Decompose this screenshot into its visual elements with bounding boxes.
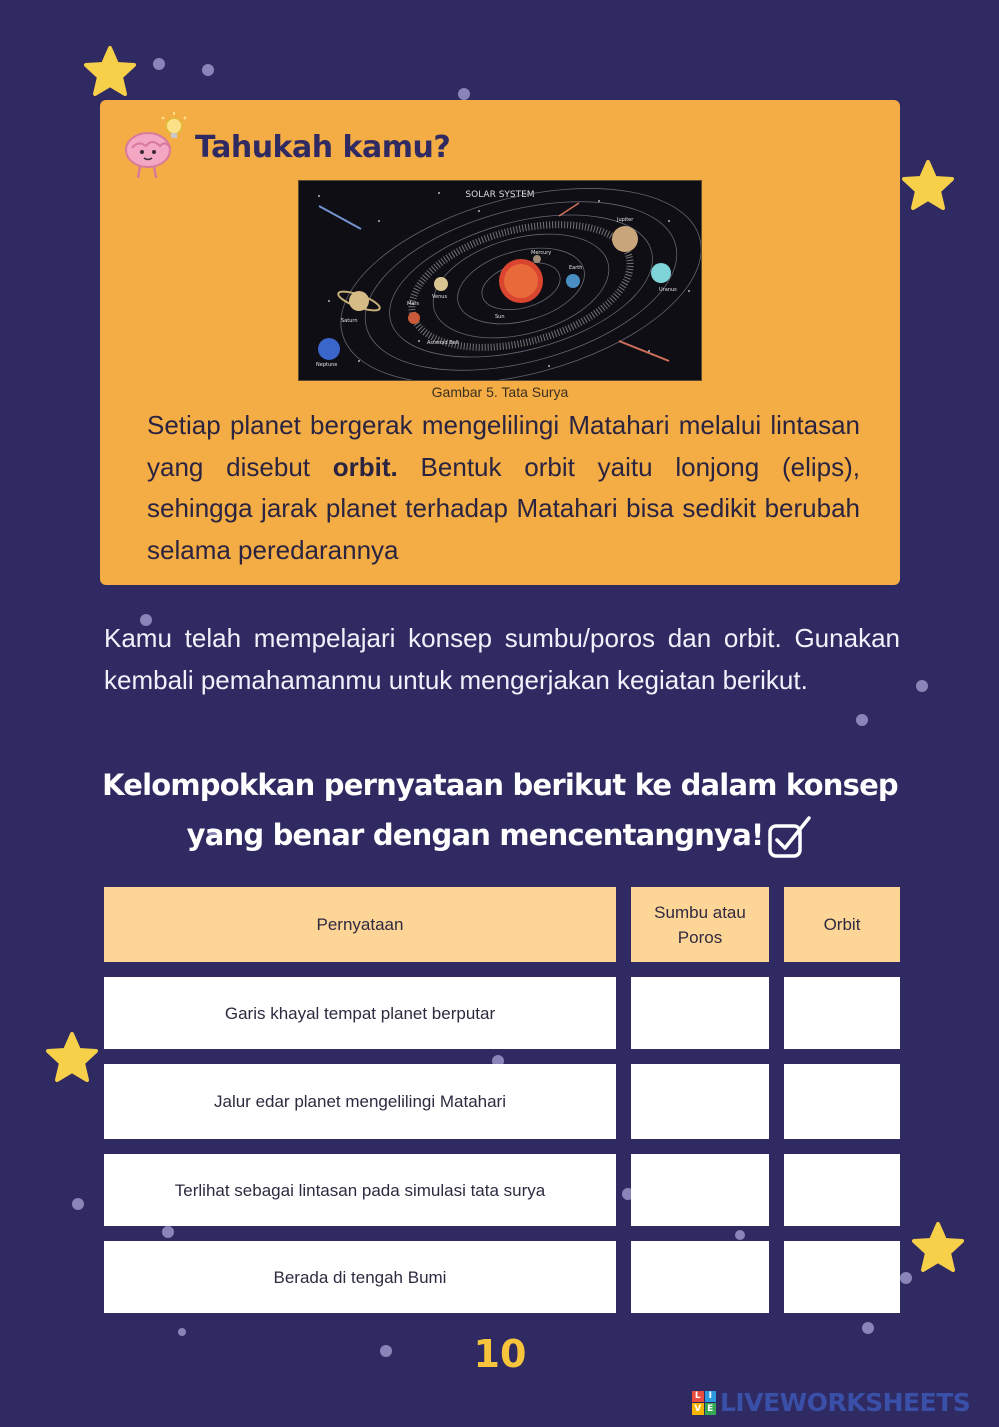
decor-dot bbox=[153, 58, 165, 70]
decor-dot bbox=[72, 1198, 84, 1210]
figure-caption: Gambar 5. Tata Surya bbox=[431, 384, 569, 400]
table-row-statement: Terlihat sebagai lintasan pada simulasi tata surya bbox=[104, 1154, 616, 1226]
instruction-line-wrap bbox=[100, 810, 900, 860]
info-text-part: Setiap planet bergerak mengelilingi Matahari melalui lintasan yang disebut bbox=[147, 410, 860, 482]
answer-cell-axis[interactable] bbox=[631, 1064, 769, 1139]
decor-dot bbox=[202, 64, 214, 76]
brain-idea-icon bbox=[118, 110, 188, 180]
solar-system-image bbox=[298, 180, 702, 381]
decor-dot bbox=[916, 680, 928, 692]
decor-dot bbox=[735, 1230, 745, 1240]
decor-dot bbox=[458, 88, 470, 100]
planet-label: Mars bbox=[407, 301, 420, 307]
planet-label: Uranus bbox=[659, 287, 677, 293]
answer-cell-orbit[interactable] bbox=[784, 1064, 900, 1139]
table-row-statement: Berada di tengah Bumi bbox=[104, 1241, 616, 1313]
table-header-axis: Sumbu atau Poros bbox=[631, 887, 769, 962]
liveworksheets-grid-icon: L I V E bbox=[692, 1391, 716, 1415]
planet-label: Venus bbox=[432, 294, 448, 300]
liveworksheets-logo bbox=[692, 1388, 970, 1417]
star-icon bbox=[44, 1030, 100, 1086]
table-row-statement: Garis khayal tempat planet berputar bbox=[104, 977, 616, 1049]
answer-cell-orbit[interactable] bbox=[784, 977, 900, 1049]
decor-dot bbox=[380, 1345, 392, 1357]
decor-dot bbox=[178, 1328, 186, 1336]
decor-dot bbox=[862, 1322, 874, 1334]
table-header-statement: Pernyataan bbox=[104, 887, 616, 962]
planet-label: Jupiter bbox=[617, 217, 634, 223]
table-header-orbit: Orbit bbox=[784, 887, 900, 962]
planet-label: Saturn bbox=[341, 318, 358, 324]
instruction-heading bbox=[100, 760, 900, 860]
star-icon bbox=[900, 158, 956, 214]
info-text-part: Bentuk orbit yaitu lonjong (elips), sehingga jarak planet terhadap Matahari bisa sedikit berubah selama peredarannya bbox=[147, 451, 860, 565]
planet-label: Asteroid Belt bbox=[427, 340, 460, 346]
instruction-line: Kelompokkan pernyataan berikut ke dalam konsep bbox=[102, 768, 898, 802]
info-text-bold: orbit. bbox=[332, 451, 398, 482]
star-icon bbox=[910, 1220, 966, 1276]
instruction-line: yang benar dengan mencentangnya! bbox=[186, 818, 764, 852]
info-paragraph bbox=[147, 405, 860, 571]
checkbox-check-icon bbox=[767, 814, 813, 860]
solar-image-title: SOLAR SYSTEM bbox=[465, 190, 535, 200]
table-row-statement: Jalur edar planet mengelilingi Matahari bbox=[104, 1064, 616, 1139]
answer-cell-axis[interactable] bbox=[631, 1241, 769, 1313]
star-icon bbox=[82, 44, 138, 100]
planet-label: Earth bbox=[569, 265, 583, 271]
decor-dot bbox=[856, 714, 868, 726]
planet-label: Neptune bbox=[316, 362, 338, 368]
planet-label: Mercury bbox=[531, 250, 552, 256]
answer-cell-axis[interactable] bbox=[631, 977, 769, 1049]
answer-cell-orbit[interactable] bbox=[784, 1154, 900, 1226]
decor-dot bbox=[162, 1226, 174, 1238]
answer-cell-orbit[interactable] bbox=[784, 1241, 900, 1313]
info-box bbox=[100, 100, 900, 585]
watermark-text: LIVEWORKSHEETS bbox=[720, 1388, 971, 1417]
info-title: Tahukah kamu? bbox=[195, 130, 451, 165]
page-number: 10 bbox=[473, 1332, 527, 1376]
planet-label: Sun bbox=[495, 314, 505, 320]
intro-paragraph: Kamu telah mempelajari konsep sumbu/poros dan orbit. Gunakan kembali pemahamanmu untuk mengerjakan kegiatan berikut. bbox=[104, 623, 900, 695]
answer-cell-axis[interactable] bbox=[631, 1154, 769, 1226]
